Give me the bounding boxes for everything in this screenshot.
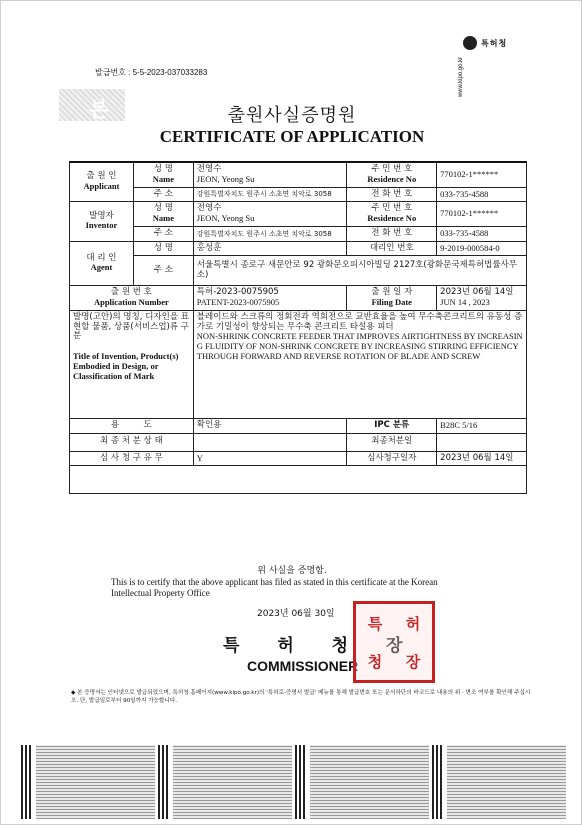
inventor-address: 강원특별자치도 원주시 소초면 치악로 3058 (193, 226, 347, 241)
agent-row-2 (70, 256, 527, 286)
applicant-name-label: 성 명 Name (133, 162, 193, 187)
inventor-phone: 033-735-4588 (437, 226, 527, 241)
blank-cell (70, 466, 527, 494)
applicant-row-1 (70, 162, 527, 187)
inventor-row-2 (70, 226, 527, 241)
org-url: www.kipo.go.kr (458, 56, 465, 98)
applicant-residence-no: 770102-1****** (437, 162, 527, 187)
inventor-residence-label: 주 민 번 호 Residence No (347, 202, 437, 227)
final-status-value (193, 433, 347, 451)
seal-char: 장 (405, 652, 421, 671)
issue-number: 발급번호 : 5-5-2023-037033283 (95, 68, 208, 77)
certification-korean: 위 사실을 증명함. (257, 566, 327, 576)
title-english: CERTIFICATE OF APPLICATION (159, 127, 425, 146)
title-korean: 출원사실증명원 (227, 105, 357, 126)
barcode-strip (21, 745, 566, 819)
applicant-address: 강원특별자치도 원주시 소초면 치악로 3058 (193, 187, 347, 202)
kipo-logo (458, 36, 525, 100)
exam-request-label: 심 사 청 구 유 무 (70, 451, 194, 466)
seal-char: 특 (367, 614, 383, 633)
inventor-name-label: 성 명 Name (133, 202, 193, 227)
inventor-name: 전영수 JEON, Yeong Su (193, 202, 347, 227)
certification-english: This is to certify that the above applicant has filed as stated in this certificate at the Korean Intellectual Property Office (111, 577, 438, 598)
commissioner-title: COMMISSIONER (247, 658, 359, 674)
status-row (70, 433, 527, 451)
agent-name: 홍성훈 (193, 241, 347, 256)
usage-row (70, 418, 527, 433)
barcode-marker (21, 745, 33, 819)
filing-date-label: 출 원 일 자 Filing Date (347, 286, 437, 311)
applicant-address-label: 주 소 (133, 187, 193, 202)
exam-row (70, 451, 527, 466)
applicant-residence-label: 주 민 번 호 Residence No (347, 162, 437, 187)
applicant-phone-label: 전 화 번 호 (347, 187, 437, 202)
final-date-value (437, 433, 527, 451)
agent-reg-label: 대리인 번호 (347, 241, 437, 256)
barcode-marker (432, 745, 444, 819)
final-status-label: 최 종 처 분 상 태 (70, 433, 194, 451)
inventor-row-1 (70, 202, 527, 227)
barcode-block (36, 745, 155, 819)
seal-char: 허 (405, 614, 421, 633)
usage-label: 용 도 (70, 418, 194, 433)
applicant-name: 전영수 JEON, Yeong Su (193, 162, 347, 187)
exam-date-label: 심사청구일자 (347, 451, 437, 466)
barcode-marker (295, 745, 307, 819)
office-korean: 특 허 청 장 (223, 636, 419, 656)
application-number-label: 출 원 번 호 Application Number (70, 286, 194, 311)
applicant-section: 출 원 인 Applicant (70, 162, 134, 202)
agent-name-label: 성 명 (133, 241, 193, 256)
agent-row-1 (70, 241, 527, 256)
verification-notice: ◆ 본 증명서는 인터넷으로 발급되었으며, 특허청 홈페이지(www.kipo.go.kr)의 '특허로-증명서 발급' 메뉴를 통해 발급번호 또는 문서하단의 바코드로 내용의 위 · 변조 여부를 확인해 주십시오. 단, 발급일로부터 90일까지 가능합니다. (71, 690, 531, 704)
barcode-block (310, 745, 429, 819)
agent-address-label: 주 소 (133, 256, 193, 286)
barcode-marker (158, 745, 170, 819)
agent-address: 서울특별시 종로구 새문안로 92 광화문오피시아빌딩 2127호(광화문국제특허법률사무소) (193, 256, 526, 286)
barcode-block (173, 745, 292, 819)
kipo-emblem-icon (463, 36, 477, 50)
org-name: 특허청 (481, 39, 508, 48)
official-seal (353, 601, 435, 683)
usage-value: 확인용 (193, 418, 347, 433)
inventor-section: 발명자 Inventor (70, 202, 134, 241)
invention-title-label: 발명(고안)의 명칭, 디자인을 표현할 물품, 상품(서비스업)류 구분 Title of Invention, Product(s) Embodied in Design, or Classification of Mark (70, 310, 194, 418)
application-number: 특허-2023-0075905 PATENT-2023-0075905 (193, 286, 347, 311)
inventor-residence-no: 770102-1****** (437, 202, 527, 227)
applicant-phone: 033-735-4588 (437, 187, 527, 202)
agent-reg-number: 9-2019-000584-0 (437, 241, 527, 256)
certificate-table (69, 161, 527, 494)
agent-section: 대 리 인 Agent (70, 241, 134, 286)
inventor-phone-label: 전 화 번 호 (347, 226, 437, 241)
blank-row (70, 466, 527, 494)
original-stamp-char: 본 (89, 97, 109, 121)
applicant-row-2 (70, 187, 527, 202)
exam-date-value: 2023년 06월 14일 (437, 451, 527, 466)
exam-request-value: Y (193, 451, 347, 466)
barcode-block (447, 745, 566, 819)
issue-date: 2023년 06월 30일 (257, 609, 335, 619)
invention-title: 블레이드와 스크류의 정회전과 역회전으로 교반효율을 높여 무수축콘크리트의 유동성 증가로 기밀성이 향상되는 무수축 콘크리트 타설용 피더 NON-SHRINK CONCRETE FEEDER THAT IMPROVES AIRTIGHTNESS BY INCREASING FLUIDITY OF NON-SHRINK CONCRETE BY INCREASING STIRRING EFFICIENCY THROUGH FORWARD AND REVERSE ROTATION OF BLADE AND SCREW (193, 310, 526, 418)
final-date-label: 최종처분일 (347, 433, 437, 451)
inventor-address-label: 주 소 (133, 226, 193, 241)
filing-date: 2023년 06월 14일 JUN 14 , 2023 (437, 286, 527, 311)
seal-char: 청 (367, 652, 383, 671)
ipc-value: B28C 5/16 (437, 418, 527, 433)
invention-row (70, 310, 527, 418)
application-row (70, 286, 527, 311)
ipc-label: IPC 분류 (347, 418, 437, 433)
